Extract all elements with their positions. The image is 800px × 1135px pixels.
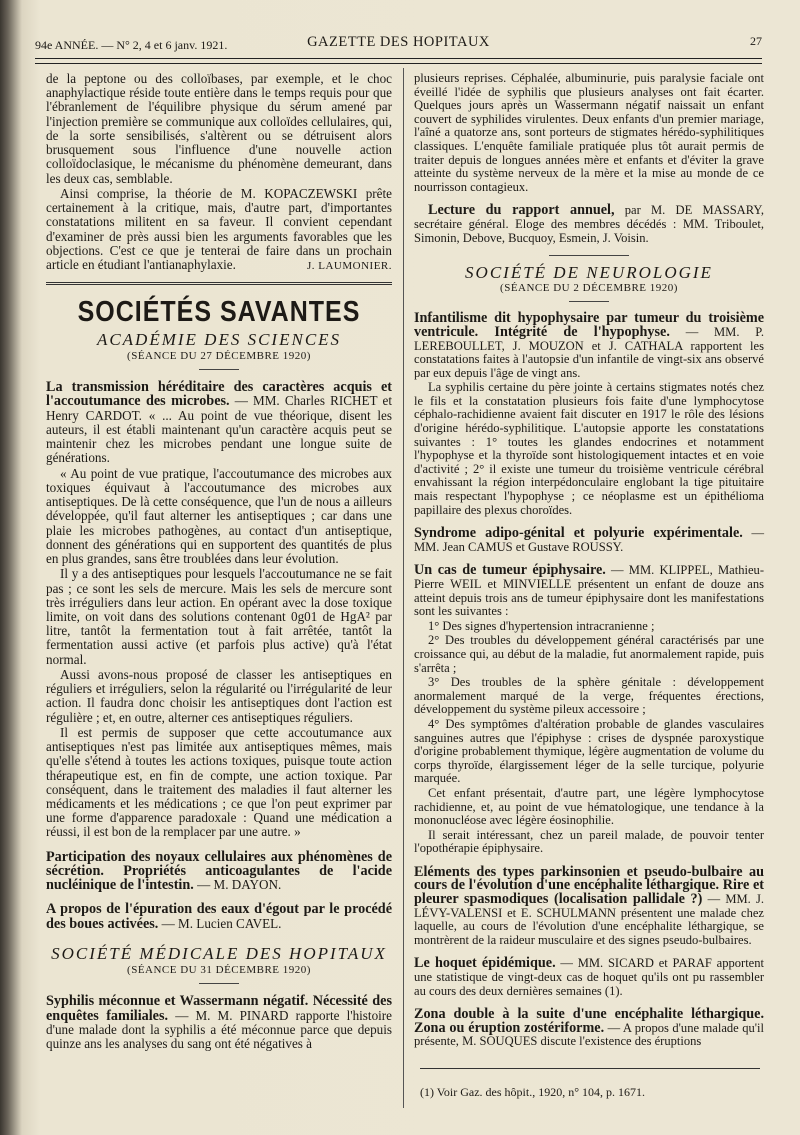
author-signature: J. LAUMONIER.: [306, 260, 392, 273]
article: [414, 957, 764, 998]
article: [46, 380, 392, 465]
double-rule: [46, 282, 392, 285]
header-rule-2: [35, 63, 762, 64]
article-lead: A propos de l'épuration des eaux d'égout par le procédé des boues activées.: [46, 901, 392, 932]
paragraph: Il serait intéressant, chez un pareil malade, de pouvoir tenter l'opothérapie épiphysaire.: [414, 827, 764, 856]
header-rule: [35, 58, 762, 59]
article-lead: Lecture du rapport annuel,: [428, 202, 615, 219]
running-header: [35, 34, 762, 56]
seance-date: (SÉANCE DU 27 DÉCEMBRE 1920): [127, 349, 311, 362]
footnote-rule: [420, 1068, 760, 1069]
article: [414, 564, 764, 618]
article-lead: Zona double à la suite d'une encéphalite léthargique. Zona ou éruption zostériforme.: [414, 1006, 764, 1036]
article-lead: Syphilis méconnue et Wassermann négatif. Nécessité des enquêtes familiales.: [46, 993, 392, 1024]
paragraph: plusieurs reprises. Céphalée, albuminurie, puis paralysie faciale ont éveillé l'idée de syphilis que plusieurs analyses ont fait écarter. Quelques jours après un Wassermann négatif naissait un enfant couvert de syphilides virulentes. Deux enfants d'un premier mariage, l'aîné a quatorze ans, sont porteurs de stigmates hérédo-syphilitiques classiques. L'enquête familiale pratiquée plus tôt aurait permis de traiter depuis de longues années mère et enfants et d'éviter la grave atteinte du système nerveux de la mère et la mise au monde de ce nourrisson contagieux.: [414, 71, 764, 194]
short-rule: [549, 255, 629, 256]
short-rule: [199, 369, 239, 370]
article: [414, 527, 764, 554]
article: [414, 204, 764, 245]
list-item: 3° Des troubles de la sphère génitale : développement anormalement marqué de la verge, fréquentes érections, développement du système pileux accessoire ;: [414, 675, 764, 717]
article-lead: Eléments des types parkinsonien et pseudo-bulbaire au cours de l'évolution d'une encéphalite léthargique. Rire et pleurer spasmodiques (localisation pallidale ?): [414, 863, 764, 908]
society-title: SOCIÉTÉ DE NEUROLOGIE: [465, 263, 713, 283]
article-text: — MM. KLIPPEL, Mathieu-Pierre WEIL et MINVIELLE présentent un enfant de douze ans atteint depuis trois ans de tumeur épiphysaire dont les manifestations sont les suivantes :: [414, 563, 764, 619]
article-lead: Participation des noyaux cellulaires aux phénomènes de sécrétion. Propriétés anticoagulantes de l'acide nucléinique de l'intestin.: [46, 848, 392, 894]
article-text: — MM. Jean CAMUS et Gustave ROUSSY.: [414, 526, 764, 554]
seance-date: (SÉANCE DU 31 DÉCEMBRE 1920): [127, 964, 311, 977]
society-title: SOCIÉTÉ MÉDICALE DES HOPITAUX: [51, 943, 387, 963]
journal-title: GAZETTE DES HOPITAUX: [307, 34, 490, 50]
article: [414, 1008, 764, 1049]
article: [414, 863, 764, 948]
seance-date: (SÉANCE DU 2 DÉCEMBRE 1920): [500, 281, 678, 294]
article-text: — MM. P. LEREBOULLET, J. MOUZON et J. CATHALA rapportent les constatations faites à l'autopsie d'un infantile de vingt-six ans observé par eux depuis l'âge de vingt ans.: [414, 324, 764, 380]
article-lead: Syndrome adipo-génital et polyurie expérimentale.: [414, 525, 743, 542]
issue-info: 94e ANNÉE. — N° 2, 4 et 6 janv. 1921.: [35, 38, 228, 52]
article-lead: Le hoquet épidémique.: [414, 955, 556, 972]
article: [46, 902, 392, 930]
intro-paragraph: Ainsi comprise, la théorie de M. KOPACZEWSKI prête certainement à la critique, mais, d'autre part, d'importantes constatations militent en sa faveur. Il convient cependant d'examiner de près aussi bien les arguments favorables que les objections. C'est ce que je tenterai de faire dans un prochain article en étudiant l'antianaphylaxie.: [46, 185, 392, 273]
short-rule: [199, 983, 239, 984]
article: [46, 994, 392, 1051]
paragraph: Il est permis de supposer que cette accoutumance aux antiseptiques n'est pas limitée aux antiseptiques mêmes, mais qu'elle s'étend à toutes les actions toxiques, puisque toute action thérapeutique est, en fin de compte, une action toxique. Par conséquent, dans le traitement des maladies il faut alterner les médicaments et les médications ; ce que l'on peut exprimer par une forme d'apparence paradoxale : Quand une médication a réussi, il est bon de la remplacer par une autre. »: [46, 724, 392, 840]
article-lead: Infantilisme dit hypophysaire par tumeur du troisième ventricule. Intégrité de l'hypophyse.: [414, 310, 764, 340]
list-item: 2° Des troubles du développement général caractérisés par une croissance qui, au début de la maladie, fut anormalement rapide, puis s'arrêta ;: [414, 633, 764, 675]
page-number: 27: [750, 34, 762, 48]
left-column: [46, 72, 392, 1052]
article-text: par M. DE MASSARY, secrétaire général. Eloge des membres décédés : MM. Triboulet, Simonin, Debove, Bucquoy, Esmein, J. Voisin.: [414, 203, 764, 245]
article-lead: La transmission héréditaire des caractères acquis et l'accoutumance des microbes.: [46, 379, 392, 410]
list-item: 4° Des symptômes d'altération probable de glandes vasculaires sanguines autres que l'épiphyse : crises de dyspnée paroxystique d'origine probablement thymique, légère augmentation de volume du corps thyroïde, élargissement léger de la selle turcique, polyurie marquée.: [414, 716, 764, 786]
article: [46, 850, 392, 893]
list-item: 1° Des signes d'hypertension intracranienne ;: [428, 618, 655, 633]
article-text: — A propos d'une malade qu'il présente, M. SOUQUES discute l'existence des éruptions: [414, 1020, 764, 1049]
paragraph: Il y a des antiseptiques pour lesquels l'accoutumance ne se fait pas ; ce sont les sels de mercure. Mais les sels de mercure sont très irréguliers dans leur action. En opérant avec la dose toxique limite, on voit dans des solutions contenant 0g01 de HgA² par litre, tantôt la fermentation tout à fait arrêtée, tantôt la fermentation aussi active (et parfois plus active) qu'à l'état normal.: [46, 566, 392, 667]
short-rule: [569, 301, 609, 302]
article-lead: Un cas de tumeur épiphysaire.: [414, 562, 606, 579]
right-column: [414, 72, 764, 1050]
article-text: — MM. SICARD et PARAF apportent une statistique de vingt-deux cas de hoquet qu'ils ont pu rassembler au cours des deux dernières semaines (1).: [414, 956, 765, 998]
section-heading: SOCIÉTÉS SAVANTES: [77, 295, 361, 328]
footnote: (1) Voir Gaz. des hôpit., 1920, n° 104, p. 1671.: [420, 1085, 646, 1099]
paragraph: Aussi avons-nous proposé de classer les antiseptiques en réguliers et irréguliers, selon la régularité ou l'irrégularité de leur action. Il faudra donc choisir les antiseptiques dont l'action est régulière ; et, en outre, alterner ces antiseptiques réguliers.: [46, 666, 392, 725]
article-text: — M. DAYON.: [197, 877, 282, 893]
paragraph: Cet enfant présentait, d'autre part, une légère lymphocytose rachidienne, et, au point de vue hématologique, une tendance à la mononucléose avec légère éosinophilie.: [414, 785, 764, 828]
intro-paragraph: de la peptone ou des colloïbases, par exemple, et le choc anaphylactique réside toute entière dans le temps requis pour que l'ébranlement de l'équilibre physique du sérum amené par l'injection première se communique aux colloïdes cellulaires, qui, de la sorte sensibilisés, s'altèrent ou se détruisent alors brusquement sous l'influence d'une nouvelle action colloïdoclasique, le mécanisme du phénomène demeurant, dans les deux cas, semblable.: [46, 71, 392, 186]
article-text: — MM. J. LÉVY-VALENSI et E. SCHULMANN présentent une malade chez laquelle, au cours de l'évolution d'une encéphalite léthargique, se montrèrent de la raideur musculaire et des signes pseudo-bulbaires.: [414, 892, 764, 947]
article-text: — MM. Charles RICHET et Henry CARDOT. « ... Au point de vue théorique, disent les auteurs, il est établi maintenant qu'un caractère acquis peut se maintenir chez les microbes pendant une longue suite de générations.: [46, 393, 392, 466]
article-text: — M. Lucien CAVEL.: [161, 915, 282, 931]
article: [414, 312, 764, 380]
society-title: ACADÉMIE DES SCIENCES: [96, 329, 342, 349]
paragraph: La syphilis certaine du père jointe à certains stigmates notés chez le fils et la constatation plusieurs fois faite d'une lymphocytose céphalo-rachidienne avaient fait discuter en 1917 le rôle des lésions d'origine hérédo-syphilitique. L'autopsie apporte les constatations suivantes : 1° toutes les glandes endocrines et notamment l'hypophyse et la thyroïde sont histologiquement intactes et en voie d'activité ; 2° il existe une tumeur du troisième ventricule cérébral envahissant la région interpédonculaire englobant la tige pituitaire mais respectant l'hypophyse ; ce néoplasme est un épithélioma papillaire des plexus choroïdes.: [414, 380, 764, 517]
paragraph: « Au point de vue pratique, l'accoutumance des microbes aux toxiques équivaut à l'accoutumance des microbes aux antiseptiques. De là cette conséquence, que l'un de nous a ailleurs développée, qu'il faut alterner les antiseptiques ; car dans une plaie les microbes pathogènes, au contact d'un antiseptique, donnent des générations qui en supportent des quantités de plus en plus grandes, sans être troublées dans leur évolution.: [46, 465, 392, 567]
column-separator: [403, 68, 404, 1108]
article-text: — M. M. PINARD rapporte l'histoire d'une malade dont la syphilis a été méconnue parce que depuis quinze ans les analyses du sang ont été négatives à: [46, 1007, 392, 1052]
